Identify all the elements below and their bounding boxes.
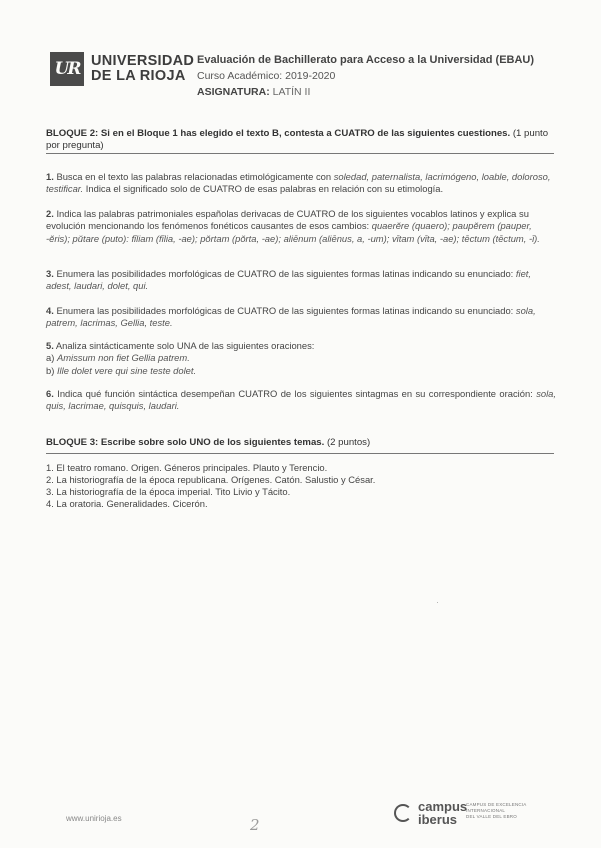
bloque2-divider bbox=[46, 153, 554, 154]
subject-value: LATÍN II bbox=[272, 86, 311, 98]
campus-logo-icon bbox=[394, 804, 412, 822]
topic-item: 3. La historiografía de la época imperial. Tito Livio y Tácito. bbox=[46, 486, 291, 497]
question-3: 3. Enumera las posibilidades morfológicas de CUATRO de las siguientes formas latinas indicando su enunciado: fiet, adest, laudari, dolet, qui. bbox=[46, 268, 532, 292]
bloque3-title: BLOQUE 3: Escribe sobre solo UNO de los siguientes temas. bbox=[46, 437, 325, 448]
campus-description: CAMPUS DE EXCELENCIA INTERNACIONAL DEL VALLE DEL EBRO bbox=[466, 802, 527, 819]
academic-year: Curso Académico: 2019-2020 bbox=[197, 70, 336, 82]
question-5: 5. Analiza sintácticamente solo UNA de las siguientes oraciones: a) Amissum non fiet Gellia patrem. b) Ille dolet vere qui sine teste dolet. bbox=[46, 340, 556, 377]
question-5a: a) Amissum non fiet Gellia patrem. bbox=[46, 352, 190, 364]
logo-line2: DE LA RIOJA bbox=[91, 68, 186, 84]
question-6: 6. Indica qué función sintáctica desempeñan CUATRO de los siguientes sintagmas en su correspondiente oración: sola, quis, lacrimae, quisquis, laudari. bbox=[46, 388, 556, 412]
exam-title: Evaluación de Bachillerato para Acceso a la Universidad (EBAU) bbox=[197, 54, 535, 66]
scan-speck: · bbox=[436, 597, 439, 607]
question-1: 1. Busca en el texto las palabras relacionadas etimológicamente con soledad, paternalista, lacrimógeno, loable, doloroso, testificar. Indica el significado solo de CUATRO de esas palabras en relación con su etimología. bbox=[46, 171, 551, 195]
bloque3-heading bbox=[46, 437, 556, 449]
question-5b: b) Ille dolet vere qui sine teste dolet. bbox=[46, 364, 197, 376]
subject bbox=[197, 84, 534, 100]
bloque3-points: (2 puntos) bbox=[326, 437, 371, 448]
footer-url: www.unirioja.es bbox=[66, 814, 122, 823]
bloque2-title: BLOQUE 2: Si en el Bloque 1 has elegido el texto B, contesta a CUATRO de las siguientes cuestiones. bbox=[46, 128, 511, 139]
topic-item: 2. La historiografía de la época republicana. Orígenes. Catón. Salustio y César. bbox=[46, 474, 376, 485]
topic-item: 1. El teatro romano. Origen. Géneros principales. Plauto y Terencio. bbox=[46, 462, 328, 473]
page-number: 2 bbox=[250, 816, 260, 834]
logo-line1: UNIVERSIDAD bbox=[91, 53, 195, 69]
campus-line2: iberus bbox=[418, 812, 458, 827]
question-2: 2. Indica las palabras patrimoniales españolas derivacas de CUATRO de los siguientes vocablos latinos y explica su evolución mencionando los fenómenos fonéticos causantes de esos cambios: quaerĕre (quaero); paupĕrem (pauper, -ĕris); pŭtare (puto): fīliam (fīlia, -ae); pŏrtam (pŏrta, -ae); aliēnum (aliēnus, a, -um); vītam (vīta, -ae); tēctum (tēctum, -ī). bbox=[46, 208, 540, 244]
bloque3-divider bbox=[46, 453, 554, 454]
campus-iberus-logo bbox=[394, 800, 467, 826]
university-logo bbox=[50, 52, 194, 86]
question-4: 4. Enumera las posibilidades morfológicas de CUATRO de las siguientes formas latinas indicando su enunciado: sola, patrem, lacrimas, Gellia, teste. bbox=[46, 305, 536, 329]
campus-line1: campus bbox=[418, 799, 468, 814]
bloque2-points: (1 punto por pregunta) bbox=[46, 128, 549, 151]
subject-label: ASIGNATURA: bbox=[197, 86, 270, 98]
exam-header bbox=[197, 52, 534, 100]
bloque2-heading bbox=[46, 128, 556, 152]
ur-logo-icon: UR bbox=[50, 52, 84, 86]
topic-list bbox=[46, 462, 375, 510]
university-name bbox=[91, 54, 194, 84]
topic-item: 4. La oratoria. Generalidades. Cicerón. bbox=[46, 498, 208, 509]
